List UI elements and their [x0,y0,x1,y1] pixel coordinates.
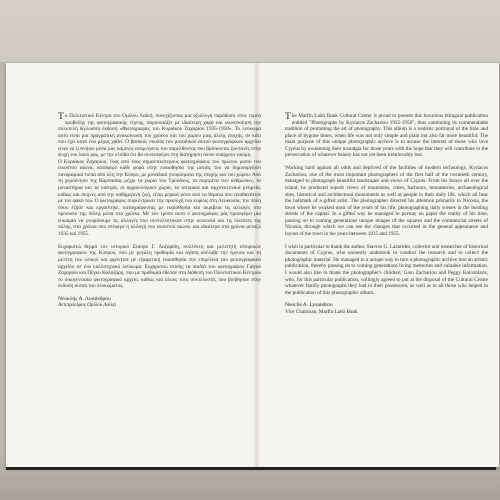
drop-cap: Τ [58,112,64,122]
open-book [6,63,499,467]
right-paragraph-2: Working hard against all odds and deprived of the facilities of modern technology, Kyriacos Zachariou, one of the most important photographers of the first half of the twentieth century, managed to photograph beautiful landscapes and views of Cyprus. From his forays all over the island, he produced superb views of mountains, cities, harbours, monasteries, archaeological sites, historical and architectural monuments as well as people in their daily life, which all bear the hallmark of a gifted artist. The photographer directed his attention primarily to Nicosia, the town where he worked most of the years of his life, photographing daily scenes in the bustling streets of the capital. In a gifted way he managed to portray on paper the reality of his time, passing on to coming generations unique images of the squares and the commercial streets of Nicosia, through which we can see the changes that occurred in the general appearance and layout of the town in the years between 1935 and 1955. [285,165,488,237]
right-paragraph-1-text: he Marfin Laiki Bank Cultural Center is proud to present this luxurious bilingual publication entitled "Photographs by Kyriacos Zachariou 1935-1950", thus continuing its commendable tradition of promoting the art of photography. This album is a realistic portrayal of the time and place of bygone times, when life was not only simple and plain but also far more beautiful. The main purpose of this unique photographic archive is to arouse the interest of those who love Cyprus by awakening their nostalgia for those years with the hope that they will contribute to the preservation of whatever beauty has not yet been irretrievably lost. [285,113,488,159]
right-signature-title: Vice Chairman, Marfin Laiki Bank [285,308,358,315]
right-paragraph-3: I wish in particular to thank the author, Stavros G. Lazarides, collector and researcher of historical documents of Cyprus, who earnestly undertook to conduct the research and to collect the photographic material. He managed in a unique way to turn a photographic archive into an artistic publication, thereby passing on to coming generations living memories and valuable information. I would also like to thank the photographer's children, Gaio Zachariou and Peggy Kalozidaris, who, for this particular publication, willingly agreed to put at the disposal of the Cultural Centre whatever family photographs they had in their possession, as well as to all those who helped in the publication of this photographic album. [285,243,488,296]
drop-cap: T [285,112,291,122]
left-paragraph-3: Ευχαριστώ θερμά τον ιστορικό Σταύρο Γ. Λαζαρίδη, συλλέκτη και μελετητή ιστορικών φωτογραφιών της Κύπρου, που με μεγάλη προθυμία και αγάπη ανέλαβε την έρευνα και τη μελέτη του υλικού και φρόντισε με εξαιρετική ευαισθησία την επιμέλεια του φωτογραφικού αρχείου σε ένα καλλιτεχνικό λεύκωμα. Ευχαριστώ επίσης τα παιδιά του φωτογράφου Γιάγκο Ζαχαρίου και Πέγκυ Καλοζάρη, που με προθυμία έθεσαν στη διάθεση του Πολιτιστικού Κέντρου το οικογενειακό φωτογραφικό αρχείο, καθώς και όλους τους συντελεστές που βοήθησαν στην έκδοση αυτού του λευκώματος. [58,243,261,290]
left-signature-name: Νεοκλής Α. Λυσάνδρου [58,295,111,302]
table-surface-top [0,0,500,62]
right-page-english-text [285,113,488,315]
left-paragraph-1-text: ο Πολιτιστικό Κέντρο του Ομίλου Λαϊκή, συνεχίζοντας μια αξιόλογη παράδοση στον τομέα προβολής της φωτογραφικής τέχνης, παρουσιάζει με ιδιαίτερη χαρά και ικανοποίηση την πολυτελή δίγλωσση έκδοση «Φωτογραφίες του Κυριάκου Ζαχαρίου 1935-1950». Το λεύκωμα αυτό είναι μια πραγματική ανακοίνωση του χρόνου και του χώρου μιας άλλης εποχής, σε κάτι που έχει κατά ένα μέρος χαθεί. Ο βασικός σκοπός του μοναδικού αυτού φωτογραφικού αρχείου είναι να ξυπνήσει μέσα μας καμένες αναμνήσεις του παρελθόντος που βρίσκονται ζωντανές στην ψυχή του λαού μας, με την ελπίδα ότι θα συνεισφέρει στη διατήρηση όσων υπάρχουν ακόμη. [58,113,261,159]
left-paragraph-2: Ο Κυριάκος Ζαχαρίου, ένας από τους σημαντικότερους φωτογράφους του πρώτου μισού του εικοστού αιώνα, κατάφερε κάθε φορά στην ευαισθησία της ματιάς του να δημιουργήσει πανοραμικά τοπία από όλη την Κύπρο, με μοναδικά γνωρίσματα της εποχής και του χώρου. Από τη χερσόνησο της Καρπασίας μέχρι τα χωριά του Τροόδους, τα πορτρέτα των ανθρώπων, τα μοναστήρια και τα κάστρα, οι αρχαιολογικοί χώροι, τα ιστορικά και αρχιτεκτονικά μνημεία, καθώς και σκηνές από την καθημερινή ζωή, είναι μερικά μόνο από τα θέματα που απαθανάτισε με τον φακό του. Ο φωτογράφος συγκέντρωσε την προσοχή του κυρίως στη Λευκωσία, την πόλη όπου έζησε και εργάστηκε, καταγράφοντας με ευαισθησία και ακρίβεια τις αλλαγές στο πρόσωπο της πόλης μέσα στα χρόνια. Με τον τρόπο αυτό ο φωτογράφος μάς προσφέρει μια ευκαιρία να γνωρίσουμε τις αλλαγές που συντελέστηκαν στην κοινωνία και τις πλατείες της πόλης, στα χρόνια που επέφερε η αλλαγή του εικοστού αιώνα, και ιδιαίτερα στα χρόνια μεταξύ 1935 και 1955. [58,158,261,237]
left-signature-title: Αντιπρόεδρος Ομίλου Λαϊκή [58,302,116,309]
right-paragraph-1 [285,113,488,159]
left-paragraph-1 [58,113,261,159]
left-page-greek-text [58,113,261,309]
right-signature-name: Neoclis A. Lysandrou [285,302,333,309]
